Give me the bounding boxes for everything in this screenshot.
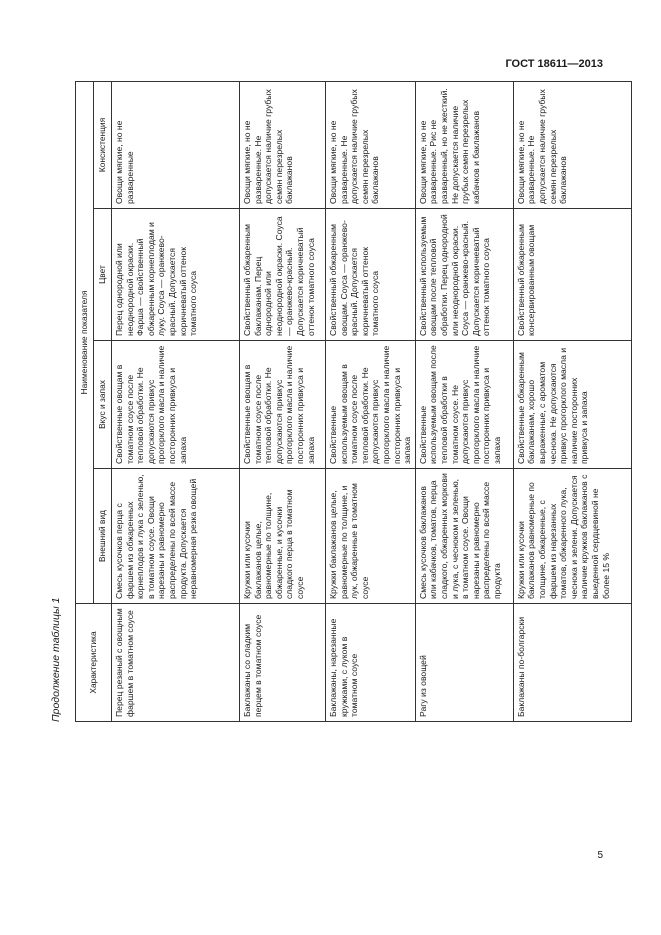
cell-appearance: Кружки или кусочки баклажанов целые, равномерные по толщине, обжаренные, и кусочки сладкого перца в томатном соусе <box>240 469 326 604</box>
cell-color: Перец однородной или неоднородной окраски. Фарша — свойственный обжаренным корнеплодам и луку. Соуса — оранжево-красный. Допускается коричневатый оттенок томатного соуса <box>112 209 240 341</box>
header-indicator-group: Наименование показателя <box>76 81 94 603</box>
cell-color: Свойственный обжаренным баклажанам. Перец однородной или неоднородной окраски. Соуса — оранжево-красный. Допускается коричневатый оттенок томатного соуса <box>240 209 326 341</box>
table-row <box>112 81 240 721</box>
header-consistency: Консистенция <box>94 81 112 208</box>
cell-consistency: Овощи мягкие, но не разваренные. Не допускается наличие грубых семян перезрелых баклажанов <box>513 81 631 208</box>
cell-name: Баклажаны со сладким перцем в томатном соусе <box>240 604 326 722</box>
header-characteristic: Характеристика <box>76 604 112 722</box>
cell-appearance: Кружки или кусочки баклажанов равномерные по толщине, обжаренные, с фаршем из нарезанных томатов, обжаренного лука, чеснока и зелени. Допускается наличие кружков баклажанов с выеденной сердцевиной не более 15 % <box>513 469 631 604</box>
cell-appearance: Смесь кусочков перца с фаршем из обжаренных корнеплодов и лука с зеленью, в томатном соусе. Овощи нарезаны и равномерно распределены по всей массе продукта. Допускается неравномерная резка овощей <box>112 469 240 604</box>
cell-name: Баклажаны, нарезанные кружками, с луком в томатном соусе <box>326 604 416 722</box>
cell-taste: Свойственные овощам в томатном соусе после тепловой обработки. Не допускаются привкус прогорклого масла и наличие посторонних привкуса и запаха <box>112 341 240 469</box>
cell-taste: Свойственные овощам в томатном соусе после тепловой обработки. Не допускаются привкус прогорклого масла и наличие посторонних привкуса и запаха <box>240 341 326 469</box>
cell-color: Свойственный обжаренным консервированным овощам <box>513 209 631 341</box>
table-caption: Продолжение таблицы 1 <box>50 597 62 722</box>
cell-taste: Свойственные используемым овощам в томатном соусе после тепловой обработки. Не допускаются привкус прогорклого масла и наличие посторонних привкуса и запаха <box>326 341 416 469</box>
cell-consistency: Овощи мягкие, но не разваренные <box>112 81 240 208</box>
standard-code: ГОСТ 18611—2013 <box>505 58 603 70</box>
cell-taste: Свойственные используемым овощам после тепловой обработки в томатном соусе. Не допускаются привкус прогорклого масла и наличие посторонних привкуса и запаха <box>415 341 513 469</box>
cell-consistency: Овощи мягкие, но не разваренные. Рис не разваренный, но не жесткий. Не допускается наличие грубых семян перезрелых кабачков и баклажанов <box>415 81 513 208</box>
cell-color: Свойственный обжаренным овощам. Соуса — оранжево-красный. Допускается коричневатый оттенок томатного соуса <box>326 209 416 341</box>
cell-name: Баклажаны по-болгарски <box>513 604 631 722</box>
cell-consistency: Овощи мягкие, но не разваренные. Не допускается наличие грубых семян перезрелых баклажанов <box>240 81 326 208</box>
specification-table <box>75 81 632 722</box>
table-row <box>513 81 631 721</box>
cell-name: Рагу из овощей <box>415 604 513 722</box>
cell-taste: Свойственные обжаренным баклажанам, хорошо выраженные, с ароматом чеснока. Не допускаются привкус прогорклого масла и наличие посторонних привкуса и запаха <box>513 341 631 469</box>
cell-appearance: Смесь кусочков баклажанов или кабачков, томатов, перца сладкого, обжаренных моркови и лука, с чесноком и зеленью, в томатном соусе. Овощи нарезаны и равномерно распределены по всей массе продукта <box>415 469 513 604</box>
rotated-table-area <box>50 82 611 722</box>
cell-name: Перец резаный с овощным фаршем в томатном соусе <box>112 604 240 722</box>
table-row <box>240 81 326 721</box>
table-row <box>326 81 416 721</box>
header-taste: Вкус и запах <box>94 341 112 469</box>
cell-color: Свойственный используемым овощам после тепловой обработки. Перец однородной или неоднородной окраски. Соуса — оранжево-красный. Допускается коричневатый оттенок томатного соуса <box>415 209 513 341</box>
header-appearance: Внешний вид <box>94 469 112 604</box>
page-number: 5 <box>597 850 603 861</box>
header-color: Цвет <box>94 209 112 341</box>
cell-consistency: Овощи мягкие, но не разваренные. Не допускается наличие грубых семян перезрелых баклажанов <box>326 81 416 208</box>
cell-appearance: Кружки баклажанов целые, равномерные по толщине, и лук, обжаренные в томатном соусе <box>326 469 416 604</box>
table-row <box>415 81 513 721</box>
